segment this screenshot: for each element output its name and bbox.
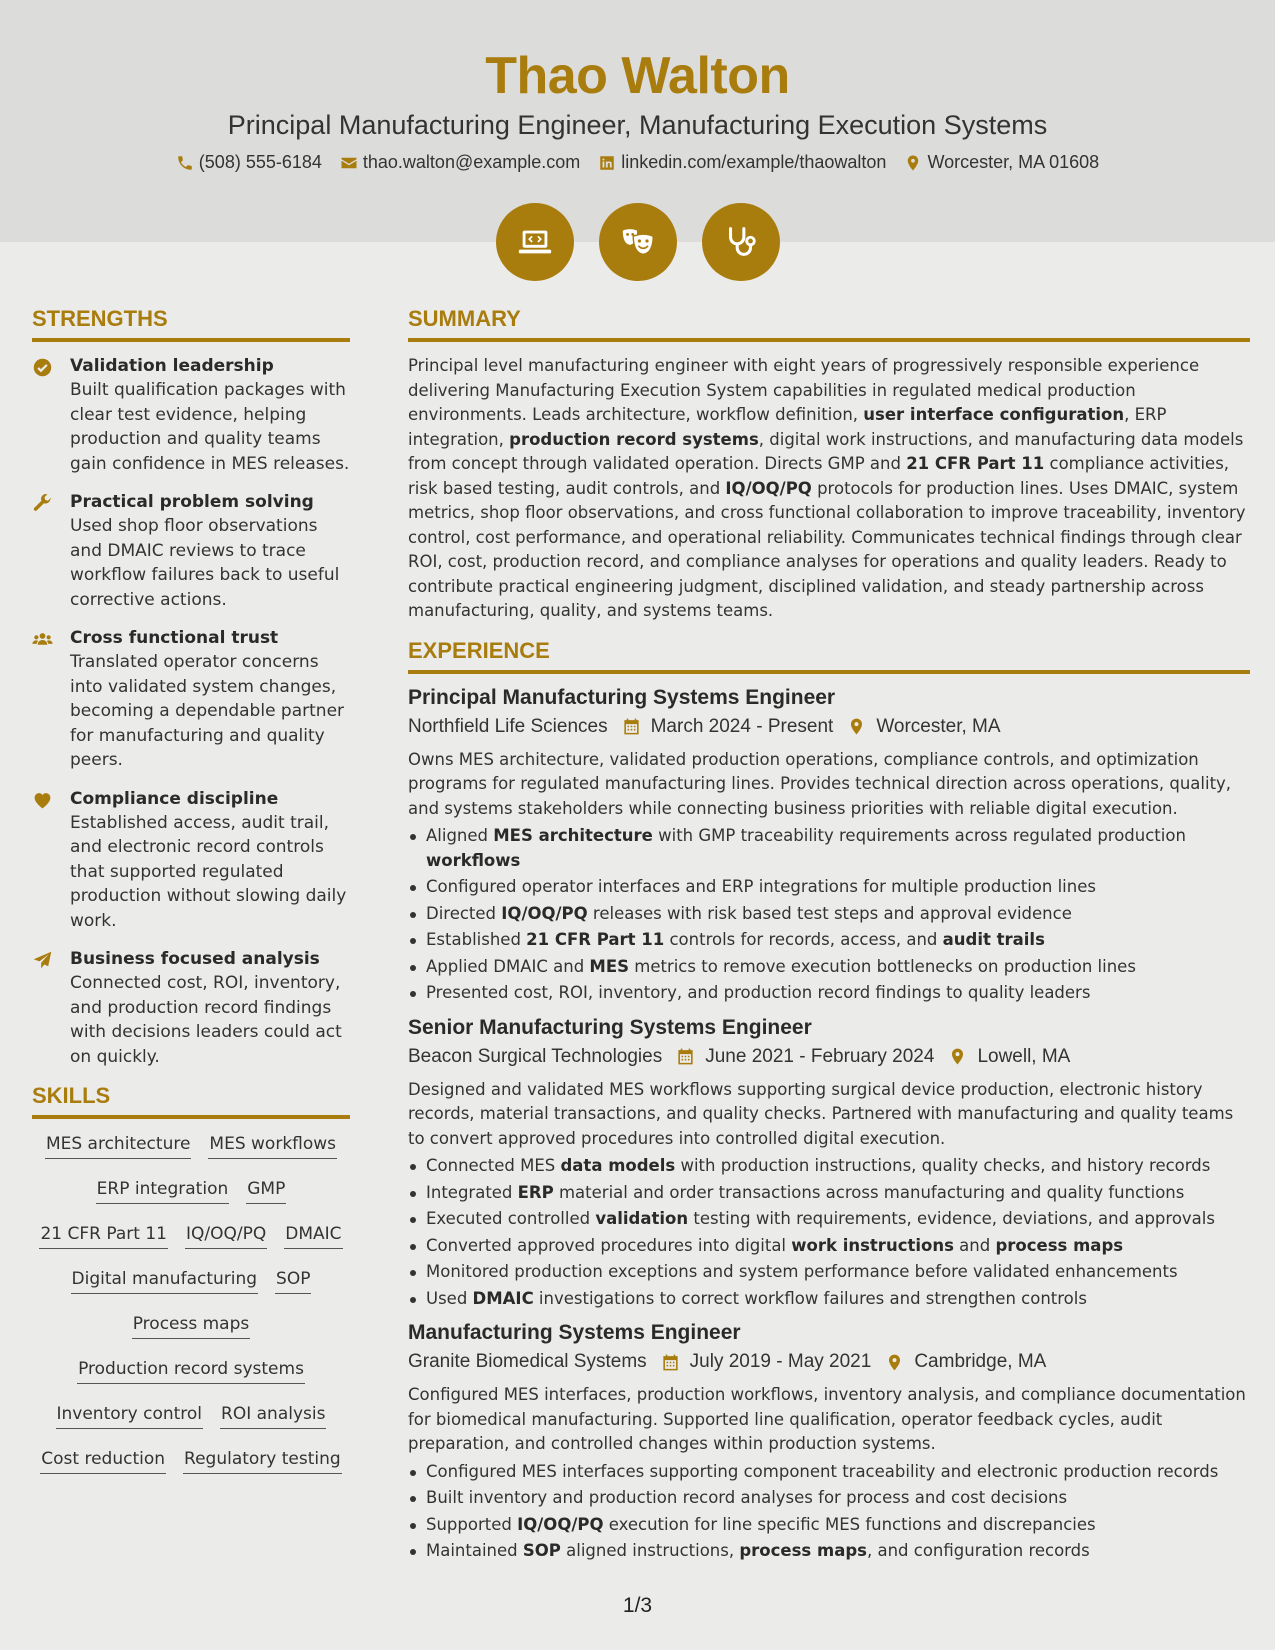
job-meta bbox=[408, 1351, 1250, 1373]
envelope-icon bbox=[340, 154, 358, 172]
job-bullets bbox=[408, 1460, 1250, 1564]
contact-linkedin[interactable] bbox=[598, 152, 886, 173]
job-dates: July 2019 - May 2021 bbox=[689, 1351, 872, 1372]
job-bullet: Supported IQ/OQ/PQ execution for line specific MES functions and discrepancies bbox=[408, 1513, 1250, 1538]
stethoscope-icon bbox=[722, 223, 760, 261]
email-text: thao.walton@example.com bbox=[362, 152, 581, 172]
strength-desc: Connected cost, ROI, inventory, and production record findings with decisions leaders could act on quickly. bbox=[70, 973, 342, 1067]
map-marker-icon bbox=[904, 154, 922, 172]
job-bullet: Integrated ERP material and order transactions across manufacturing and quality functions bbox=[408, 1181, 1250, 1206]
job-bullet: Used DMAIC investigations to correct workflow failures and strengthen controls bbox=[408, 1287, 1250, 1312]
interest-badges bbox=[0, 203, 1275, 281]
experience-heading: EXPERIENCE bbox=[408, 638, 1250, 674]
bold-keyword: ERP bbox=[517, 1182, 554, 1202]
badge-laptop-code bbox=[496, 203, 574, 281]
linkedin-text: linkedin.com/example/thaowalton bbox=[621, 152, 887, 172]
theater-masks-icon bbox=[619, 223, 657, 261]
job-entry bbox=[408, 1016, 1250, 1312]
skill-tag: DMAIC bbox=[284, 1221, 342, 1249]
job-entry bbox=[408, 686, 1250, 1006]
job-location: Cambridge, MA bbox=[914, 1351, 1047, 1372]
job-title: Principal Manufacturing Systems Engineer bbox=[408, 685, 836, 709]
calendar-icon bbox=[661, 1353, 680, 1372]
strength-title: Compliance discipline bbox=[70, 788, 279, 809]
map-marker-icon bbox=[885, 1353, 904, 1372]
contact-location bbox=[904, 152, 1099, 173]
bold-keyword: MES architecture bbox=[493, 826, 653, 845]
job-bullet: Monitored production exceptions and system performance before validated enhancements bbox=[408, 1260, 1250, 1285]
job-dates: June 2021 - February 2024 bbox=[705, 1045, 935, 1067]
summary-text: Principal level manufacturing engineer with eight years of progressively responsible experience delivering Manufacturing Execution System capabilities in regulated medical production environments. Leads architecture, workflow definition, user interface configuration, ERP integration, production record systems, digital work instructions, and manufacturing data models from concept through validated operation. Directs GMP and 21 CFR Part 11 compliance activities, risk based testing, audit controls, and IQ/OQ/PQ protocols for production lines. Uses DMAIC, system metrics, shop floor observations, and cross functional collaboration to improve traceability, inventory control, cost performance, and operational reliability. Communicates technical findings through clear ROI, cost, production record, and compliance analyses for operations and quality leaders. Ready to contribute practical engineering judgment, disciplined validation, and steady partnership across manufacturing, quality, and systems teams. bbox=[408, 356, 1246, 620]
contact-phone[interactable] bbox=[176, 152, 322, 173]
strength-desc: Established access, audit trail, and electronic record controls that supported regulated production without slowing daily work. bbox=[70, 812, 347, 931]
bold-keyword: process maps bbox=[739, 1541, 867, 1560]
job-title: Senior Manufacturing Systems Engineer bbox=[408, 1015, 812, 1039]
skill-row bbox=[32, 1446, 350, 1491]
phone-text: (508) 555-6184 bbox=[198, 152, 322, 172]
skill-row bbox=[32, 1401, 350, 1446]
calendar-icon bbox=[622, 717, 641, 736]
job-dates: March 2024 - Present bbox=[650, 715, 834, 737]
skill-tag: IQ/OQ/PQ bbox=[185, 1221, 267, 1249]
bold-keyword: workflows bbox=[426, 850, 521, 870]
skill-tag: SOP bbox=[275, 1266, 311, 1294]
bold-keyword: DMAIC bbox=[472, 1288, 534, 1308]
job-bullet: Executed controlled validation testing with requirements, evidence, deviations, and approvals bbox=[408, 1207, 1250, 1232]
bold-keyword: process maps bbox=[995, 1235, 1124, 1255]
job-bullet: Aligned MES architecture with GMP traceability requirements across regulated production workflows bbox=[408, 824, 1250, 873]
skill-tag: Cost reduction bbox=[40, 1446, 166, 1474]
candidate-name: Thao Walton bbox=[485, 47, 790, 105]
strength-item bbox=[32, 947, 350, 1069]
job-description: Designed and validated MES workflows supporting surgical device production, electronic history records, material transactions, and quality checks. Partnered with manufacturing and quality teams to convert approved procedures into controlled digital execution. bbox=[408, 1079, 1234, 1148]
skills-heading: SKILLS bbox=[32, 1083, 350, 1119]
bold-keyword: IQ/OQ/PQ bbox=[725, 478, 812, 498]
job-bullets bbox=[408, 824, 1250, 1006]
paper-plane-icon bbox=[32, 950, 53, 971]
strength-item bbox=[32, 626, 350, 773]
bold-keyword: 21 CFR Part 11 bbox=[906, 454, 1045, 473]
job-bullet: Established 21 CFR Part 11 controls for records, access, and audit trails bbox=[408, 928, 1250, 953]
strength-title: Business focused analysis bbox=[70, 949, 320, 969]
contact-email[interactable] bbox=[340, 152, 580, 173]
bold-keyword: MES bbox=[589, 956, 629, 976]
job-company: Northfield Life Sciences bbox=[408, 715, 608, 737]
map-marker-icon bbox=[948, 1047, 967, 1066]
job-bullet: Directed IQ/OQ/PQ releases with risk based test steps and approval evidence bbox=[408, 902, 1250, 927]
strength-title: Practical problem solving bbox=[70, 492, 314, 512]
bold-keyword: validation bbox=[595, 1209, 689, 1228]
right-column bbox=[408, 306, 1250, 1574]
bold-keyword: production record systems bbox=[509, 429, 759, 449]
skill-row bbox=[32, 1266, 350, 1311]
skill-tag: ROI analysis bbox=[220, 1401, 326, 1429]
skill-tag: MES architecture bbox=[45, 1131, 191, 1159]
bold-keyword: SOP bbox=[522, 1541, 561, 1560]
job-bullet: Built inventory and production record analyses for process and cost decisions bbox=[408, 1486, 1250, 1511]
location-text: Worcester, MA 01608 bbox=[927, 152, 1100, 172]
skill-tag: Regulatory testing bbox=[183, 1446, 342, 1474]
strengths-heading: STRENGTHS bbox=[32, 306, 350, 342]
badge-theater-masks bbox=[599, 203, 677, 281]
strength-desc: Used shop floor observations and DMAIC reviews to trace workflow failures back to useful corrective actions. bbox=[70, 516, 340, 610]
bold-keyword: data models bbox=[560, 1156, 676, 1175]
bold-keyword: audit trails bbox=[942, 930, 1045, 949]
skills-section bbox=[32, 1083, 350, 1491]
job-bullet: Configured MES interfaces supporting component traceability and electronic production records bbox=[408, 1460, 1250, 1485]
skill-tag: ERP integration bbox=[96, 1176, 230, 1204]
map-marker-icon bbox=[847, 717, 866, 736]
skill-row bbox=[32, 1221, 350, 1266]
strength-desc: Translated operator concerns into validated system changes, becoming a dependable partner for manufacturing and quality peers. bbox=[70, 652, 345, 770]
bold-keyword: user interface configuration bbox=[863, 405, 1125, 424]
strength-title: Validation leadership bbox=[70, 356, 274, 376]
job-location: Worcester, MA bbox=[876, 715, 1001, 737]
job-bullets bbox=[408, 1154, 1250, 1311]
strength-item bbox=[32, 490, 350, 612]
skill-row bbox=[32, 1131, 350, 1176]
skill-tag: Production record systems bbox=[77, 1356, 305, 1384]
job-bullet: Configured operator interfaces and ERP integrations for multiple production lines bbox=[408, 875, 1250, 900]
linkedin-icon bbox=[598, 154, 616, 172]
skill-tag: 21 CFR Part 11 bbox=[39, 1221, 168, 1249]
job-meta bbox=[408, 1046, 1250, 1068]
laptop-code-icon bbox=[516, 223, 554, 261]
bold-keyword: 21 CFR Part 11 bbox=[526, 930, 665, 949]
skill-tag: MES workflows bbox=[208, 1131, 337, 1159]
candidate-title: Principal Manufacturing Engineer, Manufacturing Execution Systems bbox=[227, 110, 1048, 140]
job-description: Configured MES interfaces, production workflows, inventory analysis, and compliance documentation for biomedical manufacturing. Supported line qualification, operator feedback cycles, audit preparation, and controlled changes within production systems. bbox=[408, 1385, 1246, 1453]
job-bullet: Connected MES data models with production instructions, quality checks, and history records bbox=[408, 1154, 1250, 1179]
left-column bbox=[32, 306, 350, 1491]
job-bullet: Presented cost, ROI, inventory, and production record findings to quality leaders bbox=[408, 981, 1250, 1006]
page-number: 1/3 bbox=[622, 1594, 653, 1617]
skill-row bbox=[32, 1311, 350, 1356]
job-title: Manufacturing Systems Engineer bbox=[408, 1321, 741, 1344]
skill-row bbox=[32, 1356, 350, 1401]
badge-stethoscope bbox=[702, 203, 780, 281]
strength-desc: Built qualification packages with clear test evidence, helping production and quality teams gain confidence in MES releases. bbox=[70, 380, 350, 474]
job-bullet: Converted approved procedures into digital work instructions and process maps bbox=[408, 1234, 1250, 1259]
heart-icon bbox=[32, 790, 53, 811]
job-bullet: Maintained SOP aligned instructions, process maps, and configuration records bbox=[408, 1539, 1250, 1564]
skill-tag: Inventory control bbox=[56, 1401, 204, 1429]
skill-tag: Process maps bbox=[132, 1311, 251, 1339]
job-location: Lowell, MA bbox=[977, 1045, 1071, 1067]
strength-item bbox=[32, 787, 350, 934]
wrench-icon bbox=[32, 493, 53, 514]
job-company: Granite Biomedical Systems bbox=[408, 1351, 647, 1372]
check-circle-icon bbox=[32, 357, 53, 378]
phone-icon bbox=[176, 154, 194, 172]
job-entry bbox=[408, 1321, 1250, 1564]
job-description: Owns MES architecture, validated production operations, compliance controls, and optimization programs for regulated manufacturing lines. Provides technical direction across operations, quality, and systems stakeholders while connecting business priorities with reliable digital execution. bbox=[408, 749, 1232, 818]
summary-heading: SUMMARY bbox=[408, 306, 1250, 342]
bold-keyword: IQ/OQ/PQ bbox=[517, 1514, 604, 1534]
bold-keyword: work instructions bbox=[791, 1235, 954, 1255]
job-company: Beacon Surgical Technologies bbox=[408, 1045, 663, 1067]
skill-tag: GMP bbox=[246, 1176, 286, 1204]
skill-tag: Digital manufacturing bbox=[71, 1266, 259, 1294]
job-meta bbox=[408, 716, 1250, 738]
calendar-icon bbox=[676, 1047, 695, 1066]
strength-title: Cross functional trust bbox=[70, 628, 279, 648]
job-bullet: Applied DMAIC and MES metrics to remove execution bottlenecks on production lines bbox=[408, 955, 1250, 980]
contact-bar bbox=[0, 152, 1275, 173]
skill-row bbox=[32, 1176, 350, 1221]
users-icon bbox=[32, 629, 53, 650]
strength-item bbox=[32, 354, 350, 476]
bold-keyword: IQ/OQ/PQ bbox=[501, 903, 588, 923]
